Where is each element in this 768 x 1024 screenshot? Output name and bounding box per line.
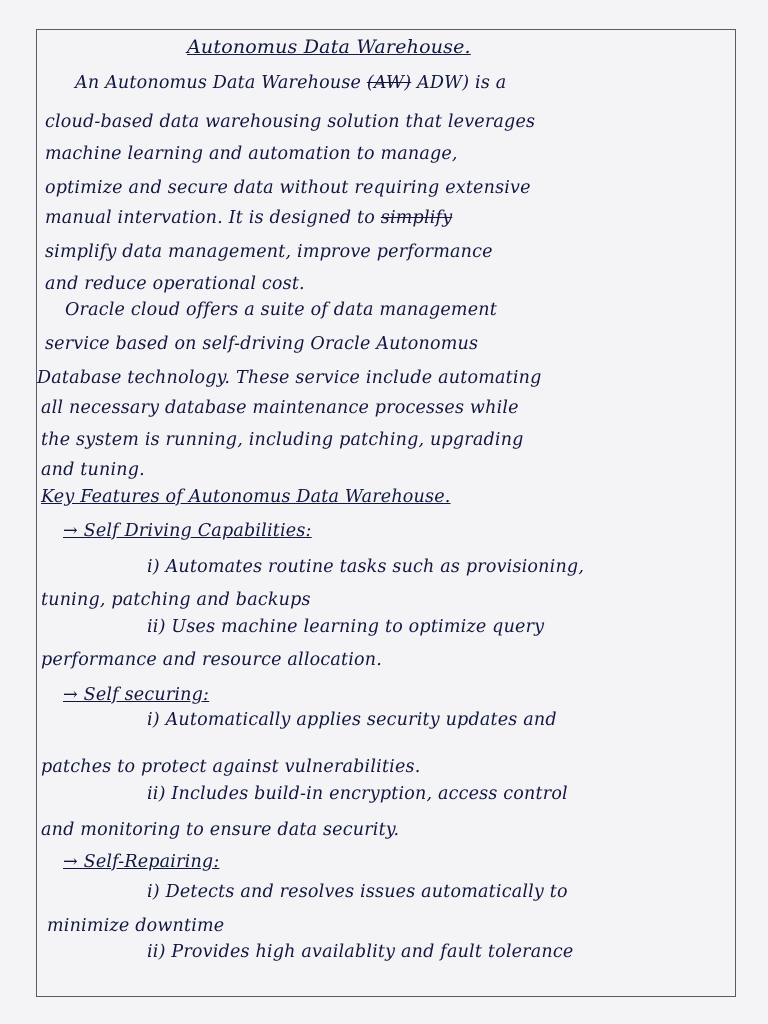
text-line-12: the system is running, including patching, upgrading — [41, 430, 524, 450]
text-line-9: service based on self-driving Oracle Autonomus — [45, 334, 479, 354]
page-title: Autonomus Data Warehouse. — [187, 36, 471, 58]
text-line-10: Database technology. These service include automating — [37, 368, 542, 388]
page-margin-border — [36, 29, 736, 997]
subheading-self-repairing: → Self-Repairing: — [63, 852, 220, 872]
text-line-13: and tuning. — [41, 460, 145, 480]
text-line-28: ii) Provides high availablity and fault tolerance — [147, 942, 574, 962]
text-line-22: patches to protect against vulnerabilities. — [41, 757, 421, 777]
text-line-5-a: manual intervation. It is designed to — [45, 208, 376, 228]
text-line-1-a: An Autonomus Data Warehouse — [75, 73, 367, 93]
text-line-26: i) Detects and resolves issues automatically to — [147, 882, 568, 902]
text-line-1-b: ADW) is a — [411, 73, 507, 93]
text-line-4: optimize and secure data without requiring extensive — [45, 178, 531, 198]
text-line-2: cloud-based data warehousing solution that leverages — [45, 112, 536, 132]
text-line-7: and reduce operational cost. — [45, 274, 305, 294]
text-line-8: Oracle cloud offers a suite of data management — [65, 300, 497, 320]
text-line-1 — [75, 71, 725, 95]
text-line-27: minimize downtime — [47, 916, 225, 936]
subheading-self-securing: → Self securing: — [63, 685, 210, 705]
text-line-3: machine learning and automation to manage, — [45, 144, 458, 164]
text-line-18: ii) Uses machine learning to optimize query — [147, 617, 545, 637]
text-line-19: performance and resource allocation. — [41, 650, 382, 670]
text-line-24: and monitoring to ensure data security. — [41, 820, 400, 840]
text-line-21: i) Automatically applies security updates and — [147, 710, 557, 730]
struck-word-1: (AW) — [366, 73, 412, 93]
text-line-6: simplify data management, improve performance — [45, 242, 493, 262]
section-heading-key-features: Key Features of Autonomus Data Warehouse. — [41, 487, 451, 507]
text-line-16: i) Automates routine tasks such as provisioning, — [147, 557, 585, 577]
subheading-self-driving: → Self Driving Capabilities: — [63, 521, 312, 541]
text-line-23: ii) Includes build-in encryption, access control — [147, 784, 568, 804]
struck-word-2: simplify — [380, 208, 453, 228]
text-line-11: all necessary database maintenance processes while — [41, 398, 519, 418]
text-line-17: tuning, patching and backups — [41, 590, 311, 610]
text-line-5 — [45, 206, 735, 230]
